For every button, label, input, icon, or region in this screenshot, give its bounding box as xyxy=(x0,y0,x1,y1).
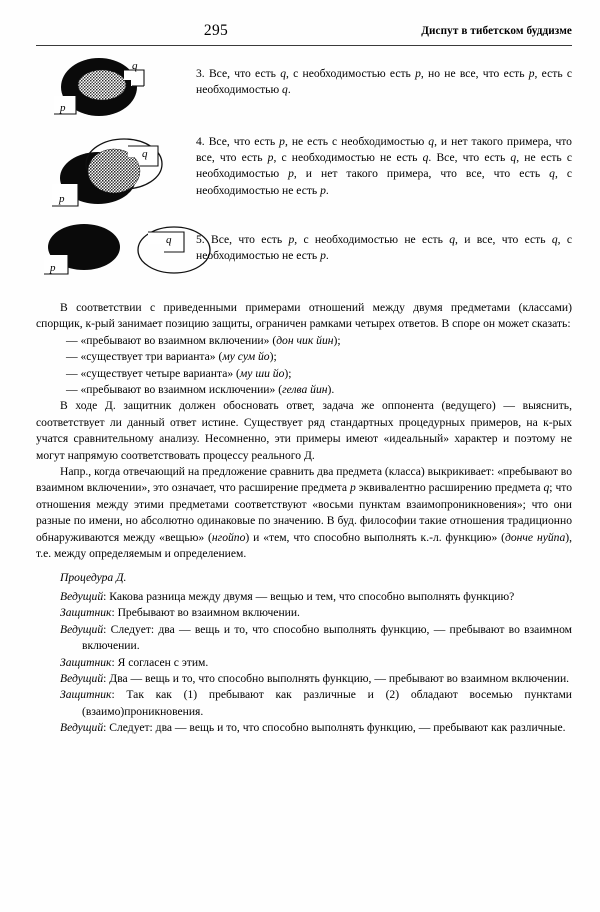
list-item xyxy=(36,349,572,365)
paragraph-3-term-1: нгойпо xyxy=(211,530,246,544)
paragraph-3-e: ), т.е. между определяемым и определением. xyxy=(36,530,573,561)
figure-5-caption-text: Все, что есть p, с необходимостью не есть q, и все, что есть q, с необходимостью не есть p. xyxy=(196,233,572,263)
figure-4-caption-number: 4. xyxy=(196,135,205,148)
paragraph-3-b: эквивалентно расширению предмета xyxy=(355,481,544,495)
dialogue-text: Следует: два — вещь и то, что способно выполнять функцию, — пребывают во взаимном включении. xyxy=(82,622,572,653)
dialogue-speaker: Защитник xyxy=(60,655,112,669)
running-head-title: Диспут в тибетском буддизме xyxy=(421,25,572,37)
paragraph-3-d: ) и «тем, что способно выполнять к.-л. функцию» ( xyxy=(245,530,505,544)
figure-3-caption-text: Все, что есть q, с необходимостью есть p, но не все, что есть p, есть с необходимостью q. xyxy=(196,67,573,97)
paragraph-3-var-q: q xyxy=(543,481,550,495)
list-dash: — xyxy=(66,333,78,347)
dialogue-line xyxy=(60,671,572,687)
paragraph-3-a: Напр., когда отвечающий на предложение сравнить два предмета (класса) выкрикивает: «пребывают во взаимном включении», это означает, что расширение предмета xyxy=(36,465,572,495)
dialogue-line xyxy=(60,687,572,720)
dialogue-line xyxy=(60,622,572,655)
dialogue-separator: : xyxy=(103,671,110,685)
page-number: 295 xyxy=(203,22,229,39)
list-item xyxy=(36,366,572,382)
euler-diagram-four-possibilities xyxy=(36,126,186,218)
paragraph-3-var-p: p xyxy=(349,481,356,495)
header-divider xyxy=(36,45,572,46)
dialogue-line xyxy=(60,720,572,736)
dialogue-separator: : xyxy=(103,589,110,603)
dialogue-speaker: Ведущий xyxy=(60,589,104,603)
dialogue-speaker: Ведущий xyxy=(60,671,104,685)
dialogue-speaker: Защитник xyxy=(60,606,112,620)
list-item-text: «пребывают во взаимном включении» ( xyxy=(80,333,277,347)
list-item-term: му ши йо xyxy=(239,366,285,380)
list-item-tail: ); xyxy=(269,350,277,364)
dialogue-separator: : xyxy=(111,606,118,620)
dialogue-line xyxy=(60,589,572,605)
figure-4-caption-text: Все, что есть p, не есть с необходимостью q, и нет такого примера, что все, что есть p, с необходимостью не есть q. Все, что есть q, не есть с необходимостью p, и нет такого примера, что все, что есть q, с необходимостью не есть p. xyxy=(196,135,572,197)
dialogue-speaker: Ведущий xyxy=(60,622,104,636)
list-item-tail: ); xyxy=(333,333,341,347)
figure-4-caption xyxy=(196,134,572,199)
dialogue-text: Следует: два — вещь и то, что способно выполнять функцию, — пребывают как различные. xyxy=(109,721,566,735)
list-dash: — xyxy=(66,350,78,364)
dialogue-speaker: Ведущий xyxy=(60,721,104,735)
list-dash: — xyxy=(66,383,78,397)
list-item-term: гелва йин xyxy=(282,383,328,397)
figure-3-label-q: q xyxy=(132,60,138,72)
figure-4-label-q: q xyxy=(142,148,148,160)
paragraph-3-term-2: донче нуйпа xyxy=(504,530,566,544)
list-item-term: му сум йо xyxy=(222,350,270,364)
figure-3-label-p: p xyxy=(60,102,66,114)
body-text xyxy=(36,300,572,737)
list-item-tail: ). xyxy=(327,383,335,397)
running-head xyxy=(36,22,572,42)
paragraph-1: В соответствии с приведенными примерами отношений между двумя предметами (классами) спорщик, к-рый занимает позицию защиты, ограничен рамками четырех ответов. В споре он может сказать: xyxy=(36,301,572,331)
dialogue-line xyxy=(60,605,572,621)
figure-5-caption-number: 5. xyxy=(196,233,205,246)
figure-5-caption xyxy=(196,232,572,264)
dialogue-speaker: Защитник xyxy=(60,688,112,702)
dialogue-text: Я согласен с этим. xyxy=(117,655,209,669)
figure-5-label-q: q xyxy=(166,234,172,246)
euler-diagram-mutual-inclusion xyxy=(36,56,186,118)
dialogue-text: Так как (1) пребывают как различные и (2) обладают восемью пунктами (взаимо)проникновения. xyxy=(82,688,572,718)
paragraph-2: В ходе Д. защитник должен обосновать ответ, задача же оппонента (ведущего) — выяснить, соответствует ли данный ответ истине. Существует ряд стандартных процедурных примеров, на к-рых учатся сравнительному анализу. Несомненно, эти примеры имеют «идеальный» характер и поэтому не могут напрямую соответствовать процессу реального Д. xyxy=(36,399,572,462)
procedure-heading: Процедура Д. xyxy=(60,570,127,584)
dialogue-separator: : xyxy=(103,622,111,636)
figure-3-diagram xyxy=(36,56,194,118)
dialogue-separator: : xyxy=(111,688,127,702)
list-item xyxy=(36,333,572,349)
figure-5-label-p: p xyxy=(50,262,56,274)
list-item-tail: ); xyxy=(284,366,292,380)
procedure-dialogue xyxy=(36,589,572,737)
list-item-text: «существует три варианта» ( xyxy=(80,350,223,364)
dialogue-separator: : xyxy=(111,655,118,669)
figure-4-label-p: p xyxy=(59,193,65,205)
paragraph-3-c: ; что отношения между этими предметами соответствуют «восьми пунктам взаимопроникновения»; что они разные по имени, но абсолютно одинаковые по значению. В буд. философии такие отношения традиционно обнаруживаются между «вещью» ( xyxy=(36,481,572,544)
list-item-term: дон чик йин xyxy=(276,333,334,347)
list-item-text: «пребывают во взаимном исключении» ( xyxy=(80,383,283,397)
list-item-text: «существует четыре варианта» ( xyxy=(80,366,240,380)
dialogue-text: Пребывают во взаимном включении. xyxy=(117,606,300,620)
dialogue-text: Два — вещь и то, что способно выполнять функцию, — пребывают во взаимном включении. xyxy=(109,671,570,685)
dialogue-text: Какова разница между двумя — вещью и тем, что способно выполнять функцию? xyxy=(109,589,515,603)
figure-3-caption-number: 3. xyxy=(196,67,205,80)
euler-diagram-mutual-exclusion xyxy=(36,222,221,280)
dialogue-separator: : xyxy=(103,721,110,735)
list-item xyxy=(36,382,572,398)
list-dash: — xyxy=(66,366,78,380)
dialogue-line xyxy=(60,655,572,671)
figure-3-caption xyxy=(196,66,572,98)
paragraph-3 xyxy=(36,464,572,562)
figure-4-diagram xyxy=(36,126,194,218)
